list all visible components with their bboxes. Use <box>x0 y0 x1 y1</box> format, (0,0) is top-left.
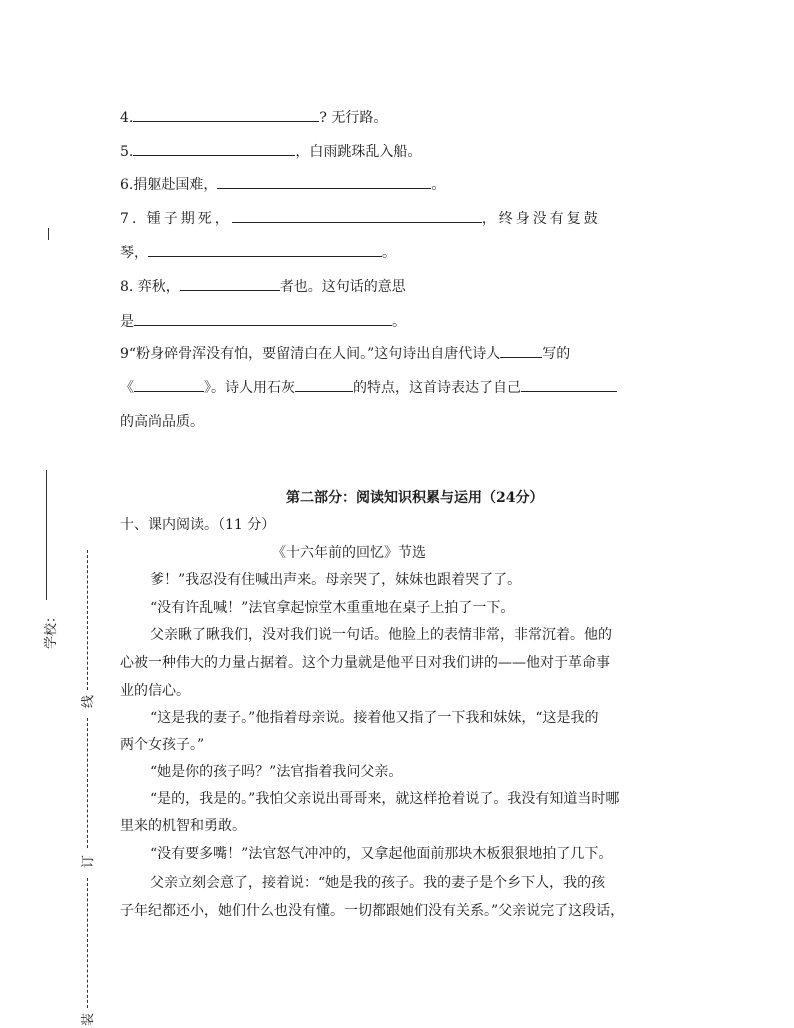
answer-blank[interactable] <box>148 242 382 257</box>
margin-tick <box>48 228 49 240</box>
paragraph: “没有要多嘴！”法官怒气冲冲的，又拿起他面前那块木板狠狠地拍了几下。 <box>150 846 613 862</box>
paragraph: “这是我的妻子。”他指着母亲说。接着他又指了一下我和妹妹，“这是我的 <box>150 710 599 726</box>
binding-line-3 <box>87 878 88 1008</box>
school-label: 学校： <box>44 609 60 650</box>
question-7-line2: 琴， 。 <box>120 242 396 262</box>
part2-heading: 第二部分：阅读知识积累与运用（24分） <box>286 490 544 506</box>
answer-blank[interactable] <box>232 208 482 223</box>
paragraph: 心被一种伟大的力量占据着。这个力量就是他平日对我们讲的——他对于革命事 <box>120 655 610 671</box>
answer-blank[interactable] <box>134 377 204 392</box>
question-5: 5. ，白雨跳珠乱入船。 <box>120 141 421 161</box>
binding-line-2 <box>87 718 88 848</box>
answer-blank[interactable] <box>133 141 295 156</box>
question-9-line2: 《 》。诗人用石灰 的特点，这首诗表达了自己 <box>120 377 617 397</box>
school-underline <box>46 470 47 600</box>
paragraph: 业的信心。 <box>120 683 190 699</box>
passage-title: 《十六年前的回忆》节选 <box>272 545 426 561</box>
question-8-line2: 是 。 <box>120 311 406 331</box>
answer-blank[interactable] <box>521 377 617 392</box>
answer-blank[interactable] <box>500 343 542 358</box>
question-7: 7. 锺子期死， ，终身没有复鼓 <box>120 208 601 228</box>
binding-ding-char: 订 <box>81 854 97 869</box>
question-4: 4. ? 无行路。 <box>120 107 387 127</box>
answer-blank[interactable] <box>180 276 280 291</box>
paragraph: 爹！”我忍没有住喊出声来。母亲哭了，妹妹也跟着哭了了。 <box>150 572 522 588</box>
section-title: 十、课内阅读。（11 分） <box>120 517 276 533</box>
answer-blank[interactable] <box>295 377 353 392</box>
paragraph: “没有许乱喊！”法官拿起惊堂木重重地在桌子上拍了一下。 <box>150 600 515 616</box>
answer-blank[interactable] <box>217 174 431 189</box>
paragraph: “是的，我是的。”我怕父亲说出哥哥来，就这样抢着说了。我没有知道当时哪 <box>150 791 620 807</box>
binding-line-char: 线 <box>81 694 97 709</box>
paragraph: 里来的机智和勇敢。 <box>120 818 246 834</box>
question-6: 6.捐躯赴国难， 。 <box>120 174 445 194</box>
question-9-line3: 的高尚品质。 <box>120 414 204 430</box>
answer-blank[interactable] <box>133 107 319 122</box>
question-9: 9“粉身碎骨浑没有怕，要留清白在人间。”这句诗出自唐代诗人 写的 <box>120 343 570 363</box>
paragraph: “她是你的孩子吗？”法官指着我问父亲。 <box>150 764 403 780</box>
answer-blank[interactable] <box>134 311 392 326</box>
paragraph: 父亲立刻会意了，接着说：“她是我的孩子。我的妻子是个乡下人，我的孩 <box>150 875 606 891</box>
paragraph: 父亲瞅了瞅我们，没对我们说一句话。他脸上的表情非常，非常沉着。他的 <box>150 627 612 643</box>
binding-line-1 <box>87 550 88 690</box>
paragraph: 两个女孩子。” <box>120 737 205 753</box>
binding-zhuang-char: 装 <box>81 1012 97 1027</box>
paragraph: 子年纪都还小，她们什么也没有懂。一切都跟她们没有关系。”父亲说完了这段话， <box>120 903 625 919</box>
question-8: 8. 弈秋， 者也。这句话的意思 <box>120 276 406 296</box>
